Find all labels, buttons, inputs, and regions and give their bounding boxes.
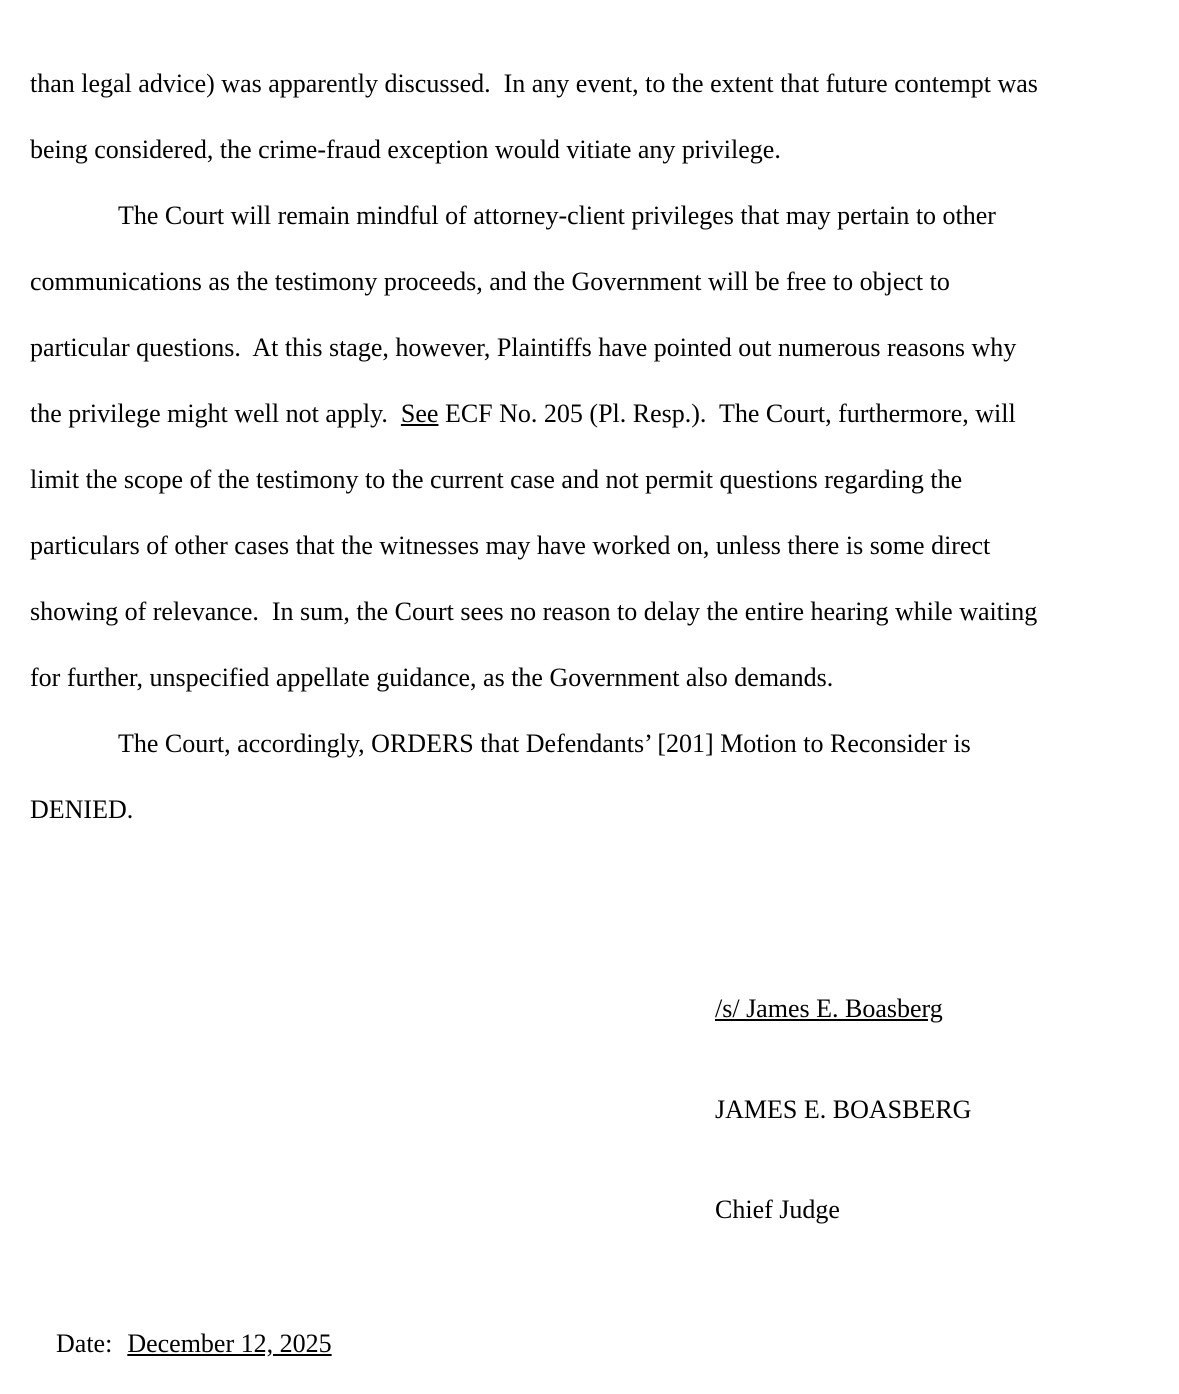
line-text: for further, unspecified appellate guidance, as the Government also demands.	[30, 663, 833, 692]
date-line	[30, 1294, 1151, 1394]
document-line	[30, 249, 1151, 315]
line-text: the privilege might well not apply.	[30, 399, 401, 428]
line-text: ECF No. 205 (Pl. Resp.). The Court, furthermore, will	[438, 399, 1015, 428]
document-line	[30, 777, 1151, 843]
line-text: particulars of other cases that the witnesses may have worked on, unless there is some direct	[30, 531, 990, 560]
document-line	[30, 645, 1151, 711]
document-line	[30, 381, 1151, 447]
line-text: communications as the testimony proceeds, and the Government will be free to object to	[30, 267, 950, 296]
document-body	[30, 51, 1151, 843]
line-text: showing of relevance. In sum, the Court sees no reason to delay the entire hearing while waiting	[30, 597, 1037, 626]
document-line	[30, 711, 1151, 777]
document-line	[30, 315, 1151, 381]
document-line	[30, 183, 1151, 249]
line-text: limit the scope of the testimony to the current case and not permit questions regarding the	[30, 465, 962, 494]
line-text: The Court will remain mindful of attorney-client privileges that may pertain to other	[118, 201, 996, 230]
document-line	[30, 579, 1151, 645]
citation-signal: See	[401, 399, 439, 428]
document-line	[30, 117, 1151, 183]
judge-title: Chief Judge	[715, 1193, 1151, 1227]
line-text: particular questions. At this stage, however, Plaintiffs have pointed out numerous reasons why	[30, 333, 1016, 362]
document-line	[30, 447, 1151, 513]
judge-name: JAMES E. BOASBERG	[715, 1093, 1151, 1127]
date-value: December 12, 2025	[127, 1329, 331, 1358]
signature-block	[715, 925, 1151, 1294]
line-text: than legal advice) was apparently discussed. In any event, to the extent that future contempt was	[30, 69, 1038, 98]
line-text: DENIED.	[30, 795, 133, 824]
document-line	[30, 51, 1151, 117]
line-text: The Court, accordingly, ORDERS that Defendants’ [201] Motion to Reconsider is	[118, 729, 971, 758]
line-text: being considered, the crime-fraud exception would vitiate any privilege.	[30, 135, 781, 164]
document-line	[30, 513, 1151, 579]
signature-line: /s/ James E. Boasberg	[715, 992, 1151, 1026]
date-label: Date:	[56, 1329, 112, 1358]
